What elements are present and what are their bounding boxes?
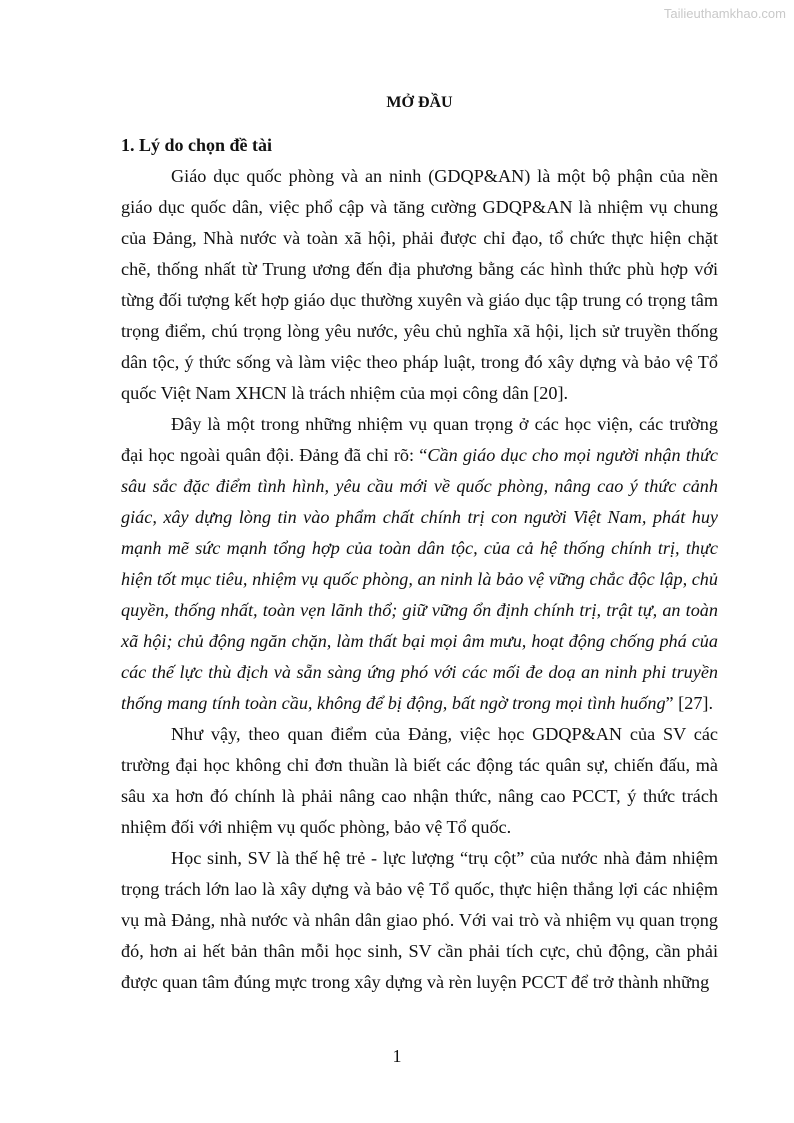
section-heading: 1. Lý do chọn đề tài (121, 135, 273, 155)
paragraph-4: Học sinh, SV là thế hệ trẻ - lực lượng “trụ cột” của nước nhà đảm nhiệm trọng trách lớn lao là xây dựng và bảo vệ Tổ quốc, thực hiện thắng lợi các nhiệm vụ mà Đảng, nhà nước và nhân dân giao phó. Với vai trò và nhiệm vụ quan trọng đó, hơn ai hết bản thân mỗi học sinh, SV cần phải tích cực, chủ động, cần phải được quan tâm đúng mực trong xây dựng và rèn luyện PCCT để trở thành những (121, 848, 718, 992)
paragraph-2-intro: Đây là một trong những nhiệm vụ quan trọng ở các học viện, các trường đại học ngoài quân đội. Đảng đã chỉ rõ: “ (121, 414, 718, 465)
document-page (121, 92, 718, 998)
paragraph-2 (121, 409, 718, 719)
paragraph-1: Giáo dục quốc phòng và an ninh (GDQP&AN) là một bộ phận của nền giáo dục quốc dân, việc phổ cập và tăng cường GDQP&AN là nhiệm vụ chung của Đảng, Nhà nước và toàn xã hội, phải được chỉ đạo, tổ chức thực hiện chặt chẽ, thống nhất từ Trung ương đến địa phương bằng các hình thức phù hợp với từng đối tượng kết hợp giáo dục thường xuyên và giáo dục tập trung có trọng tâm trọng điểm, chú trọng lòng yêu nước, yêu chủ nghĩa xã hội, lịch sử truyền thống dân tộc, ý thức sống và làm việc theo pháp luật, trong đó xây dựng và bảo vệ Tổ quốc Việt Nam XHCN là trách nhiệm của mọi công dân [20]. (121, 166, 718, 403)
paragraph-2-citation: ” [27]. (665, 693, 714, 713)
document-title: MỞ ĐẦU (386, 94, 453, 111)
paragraph-3: Như vậy, theo quan điểm của Đảng, việc học GDQP&AN của SV các trường đại học không chỉ đơn thuần là biết các động tác quân sự, chiến đấu, mà sâu xa hơn đó chính là phải nâng cao nhận thức, nâng cao PCCT, ý thức trách nhiệm đối với nhiệm vụ quốc phòng, bảo vệ Tổ quốc. (121, 724, 718, 837)
party-quote: Cần giáo dục cho mọi người nhận thức sâu sắc đặc điểm tình hình, yêu cầu mới về quốc phòng, nâng cao ý thức cảnh giác, xây dựng lòng tin vào phẩm chất chính trị con người Việt Nam, phát huy mạnh mẽ sức mạnh tổng hợp của toàn dân tộc, của cả hệ thống chính trị, thực hiện tốt mục tiêu, nhiệm vụ quốc phòng, an ninh là bảo vệ vững chắc độc lập, chủ quyền, thống nhất, toàn vẹn lãnh thổ; giữ vững ổn định chính trị, trật tự, an toàn xã hội; chủ động ngăn chặn, làm thất bại mọi âm mưu, hoạt động chống phá của các thế lực thù địch và sẵn sàng ứng phó với các mối đe doạ an ninh phi truyền thống mang tính toàn cầu, không để bị động, bất ngờ trong mọi tình huống (121, 445, 718, 713)
watermark-text: Tailieuthamkhao.com (663, 6, 786, 21)
page-number: 1 (392, 1046, 402, 1066)
